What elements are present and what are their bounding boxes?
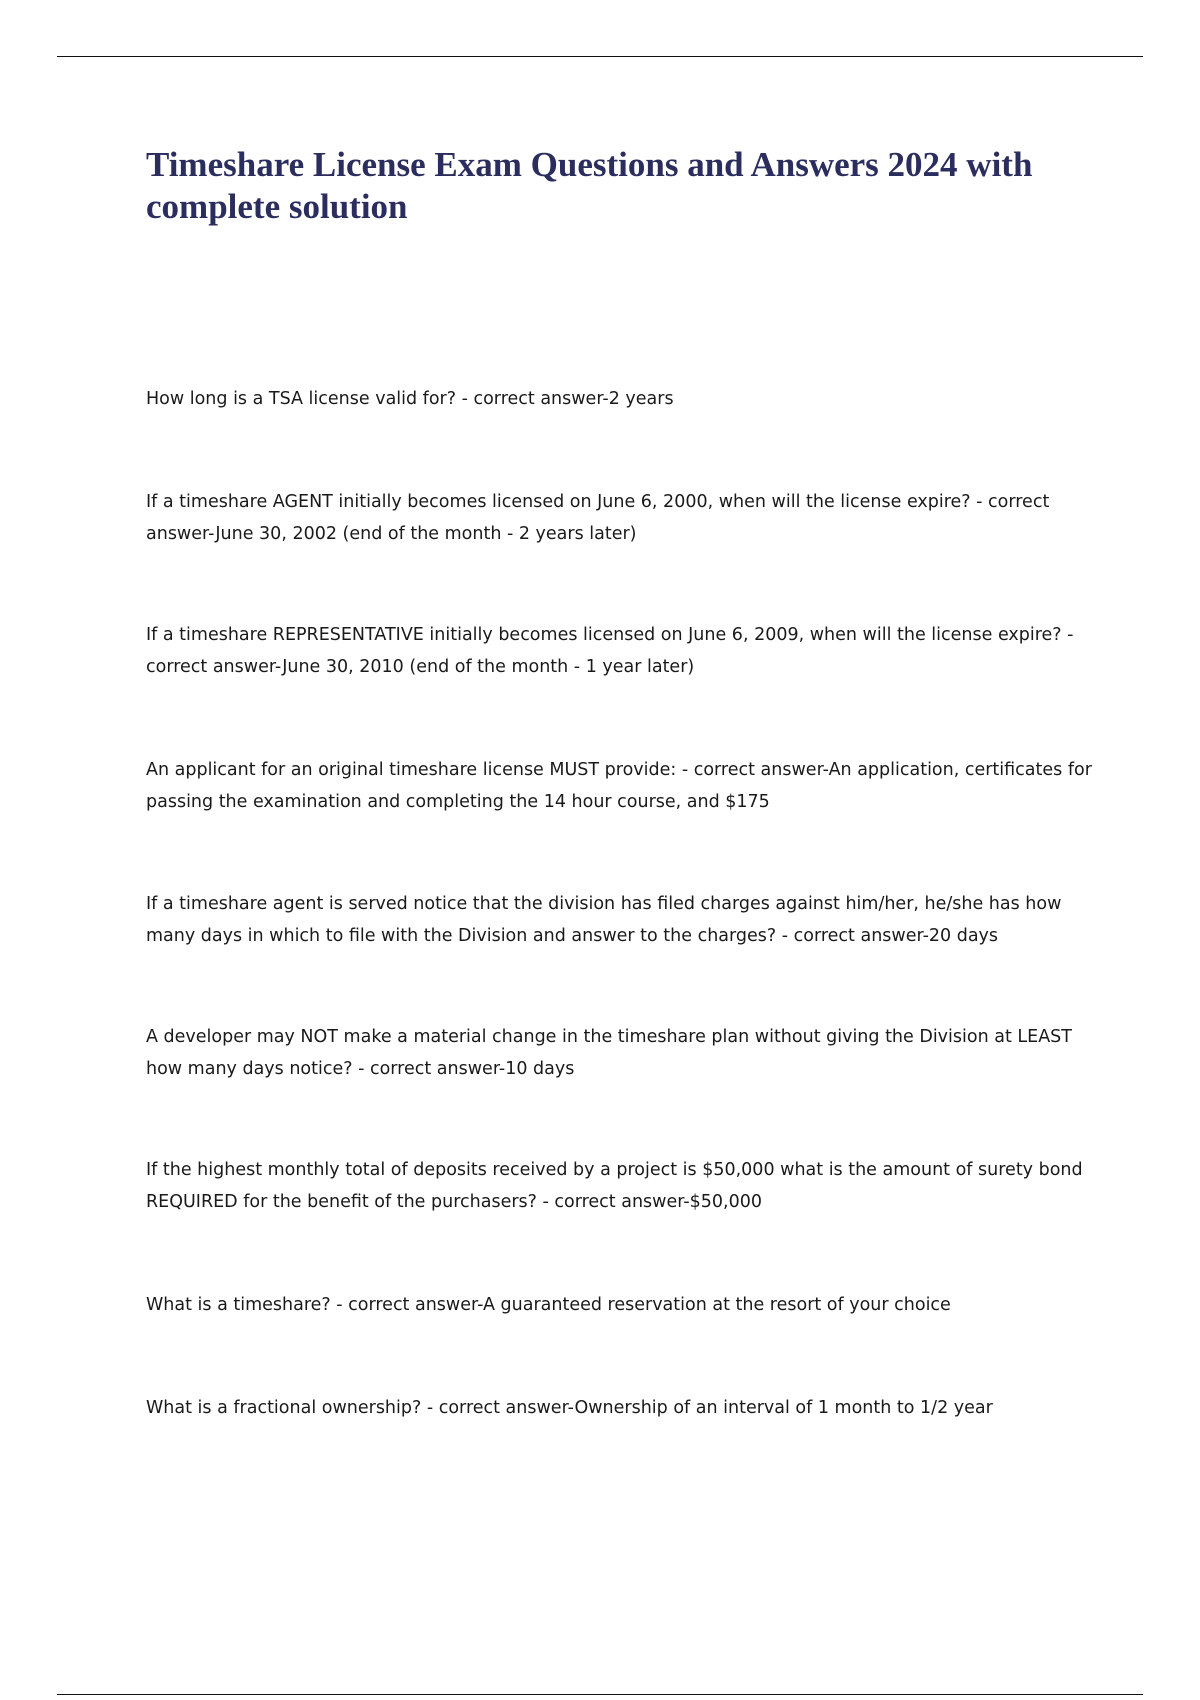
qa-item-8: What is a timeshare? - correct answer-A guaranteed reservation at the resort of your choice (146, 1295, 951, 1315)
qa-item-9: What is a fractional ownership? - correct answer-Ownership of an interval of 1 month to 1/2 year (146, 1398, 993, 1418)
qa-item-6: A developer may NOT make a material change in the timeshare plan without giving the Division at LEAST how many days notice? - correct answer-10 days (146, 1027, 1072, 1079)
qa-item-3: If a timeshare REPRESENTATIVE initially becomes licensed on June 6, 2009, when will the license expire? - correct answer-June 30, 2010 (end of the month - 1 year later) (146, 625, 1074, 677)
qa-item-1: How long is a TSA license valid for? - correct answer-2 years (146, 389, 674, 409)
bottom-divider (57, 1694, 1143, 1695)
qa-item-2: If a timeshare AGENT initially becomes licensed on June 6, 2000, when will the license expire? - correct answer-June 30, 2002 (end of the month - 2 years later) (146, 492, 1050, 544)
qa-item-5: If a timeshare agent is served notice that the division has filed charges against him/her, he/she has how many days in which to file with the Division and answer to the charges? - correct answer-20 days (146, 894, 1062, 946)
top-divider (57, 56, 1143, 57)
qa-item-4: An applicant for an original timeshare license MUST provide: - correct answer-An application, certificates for passing the examination and completing the 14 hour course, and $175 (146, 760, 1092, 812)
qa-item-7: If the highest monthly total of deposits received by a project is $50,000 what is the amount of surety bond REQUIRED for the benefit of the purchasers? - correct answer-$50,000 (146, 1160, 1083, 1212)
document-title: Timeshare License Exam Questions and Answers 2024 with complete solution (146, 145, 1033, 226)
